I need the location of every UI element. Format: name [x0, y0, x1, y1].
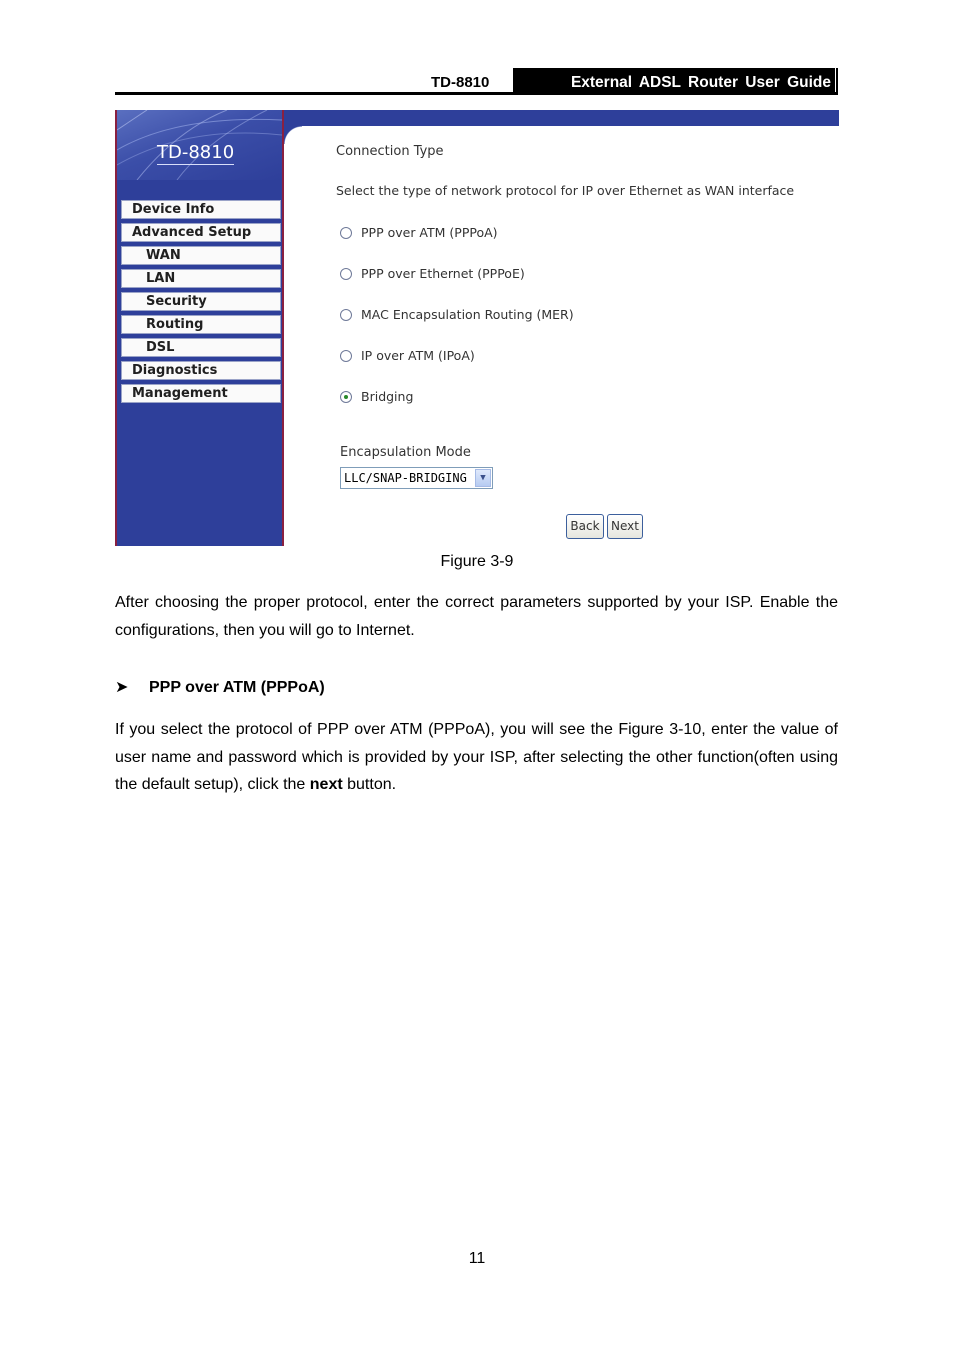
- connection-option-label: IP over ATM (IPoA): [361, 348, 475, 363]
- chevron-down-icon[interactable]: ▼: [475, 469, 491, 487]
- header-guide-title: External ADSL Router User Guide: [570, 74, 831, 91]
- content-corner: [284, 126, 302, 144]
- radio-button[interactable]: [340, 227, 352, 239]
- radio-button[interactable]: [340, 268, 352, 280]
- connection-option-label: PPP over Ethernet (PPPoE): [361, 266, 525, 281]
- arrow-bullet-icon: ➤: [115, 679, 129, 696]
- next-button[interactable]: Next: [607, 514, 643, 539]
- section-heading-text: PPP over ATM (PPPoA): [149, 679, 325, 696]
- paragraph-pppoa-text: If you select the protocol of PPP over ATM (PPPoA), you will see the Figure 3-10, enter the value of user name and password which is provided by your ISP, after selecting the other function(often using the default setup), click the: [115, 721, 838, 793]
- sidebar-nav: [121, 200, 281, 407]
- radio-button[interactable]: [340, 391, 352, 403]
- page-number: 11: [468, 1250, 486, 1267]
- figure-caption: Figure 3-9: [440, 553, 514, 570]
- paragraph-pppoa: [115, 716, 838, 799]
- paragraph-pppoa-bold: next: [309, 776, 343, 793]
- connection-type-title: Connection Type: [336, 144, 444, 159]
- radio-button[interactable]: [340, 350, 352, 362]
- connection-option-label: Bridging: [361, 389, 414, 404]
- encapsulation-mode-select[interactable]: [340, 467, 493, 489]
- sidebar-item-advanced-setup[interactable]: Advanced Setup: [121, 223, 281, 242]
- paragraph-pppoa-end: button.: [342, 776, 397, 793]
- top-bar: [284, 110, 839, 126]
- connection-type-description: Select the type of network protocol for IP over Ethernet as WAN interface: [336, 183, 795, 198]
- sidebar: [115, 110, 284, 546]
- section-heading: [115, 677, 325, 697]
- back-button[interactable]: Back: [566, 514, 604, 539]
- encapsulation-mode-value: LLC/SNAP-BRIDGING: [344, 471, 467, 485]
- connection-option-label: PPP over ATM (PPPoA): [361, 225, 498, 240]
- logo-area: [117, 110, 282, 180]
- header-rule: [115, 92, 838, 95]
- sidebar-item-security[interactable]: Security: [121, 292, 281, 311]
- sidebar-item-dsl[interactable]: DSL: [121, 338, 281, 357]
- sidebar-item-diagnostics[interactable]: Diagnostics: [121, 361, 281, 380]
- connection-option-label: MAC Encapsulation Routing (MER): [361, 307, 574, 322]
- header-model: TD-8810: [431, 74, 490, 91]
- sidebar-item-routing[interactable]: Routing: [121, 315, 281, 334]
- sidebar-item-management[interactable]: Management: [121, 384, 281, 403]
- header-bar-mark: [836, 68, 838, 94]
- sidebar-item-lan[interactable]: LAN: [121, 269, 281, 288]
- radio-button[interactable]: [340, 309, 352, 321]
- encapsulation-mode-label: Encapsulation Mode: [340, 445, 471, 460]
- logo-text: TD-8810: [157, 142, 235, 163]
- sidebar-item-device-info[interactable]: Device Info: [121, 200, 281, 219]
- sidebar-item-wan[interactable]: WAN: [121, 246, 281, 265]
- paragraph-after-figure: After choosing the proper protocol, enter the correct parameters supported by your ISP. Enable the configurations, then you will go to Internet.: [115, 594, 838, 639]
